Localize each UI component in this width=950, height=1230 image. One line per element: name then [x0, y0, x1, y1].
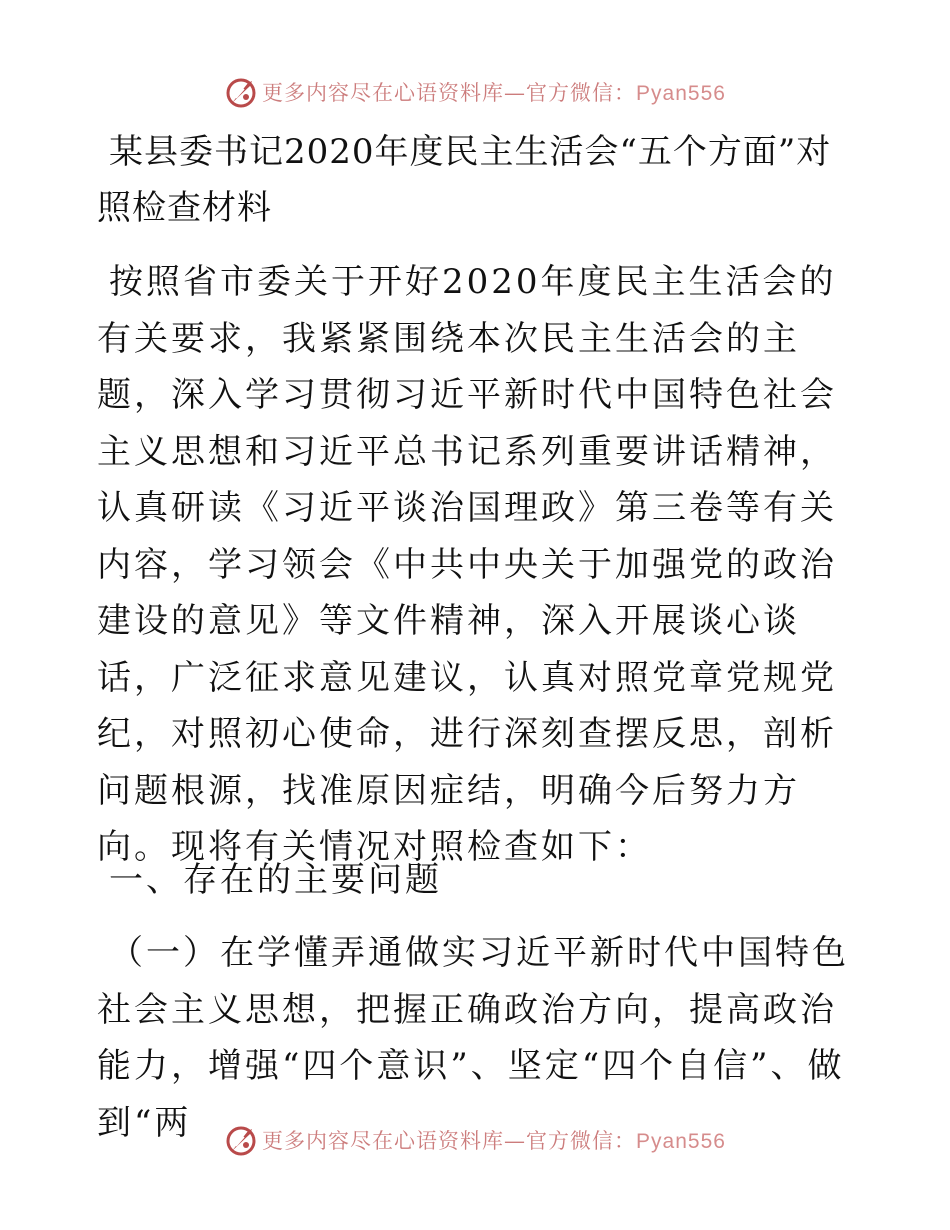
footer-watermark	[0, 1120, 950, 1160]
watermark-text: 更多内容尽在心语资料库—官方微信：Pyan556	[262, 81, 726, 105]
feather-pen-seal-icon	[224, 1123, 258, 1157]
section-heading: 一、存在的主要问题	[109, 860, 442, 900]
header-watermark	[0, 72, 950, 112]
watermark-text: 更多内容尽在心语资料库—官方微信：Pyan556	[262, 1129, 726, 1153]
document-title: 某县委书记2020年度民主生活会“五个方面”对照检查材料	[97, 132, 832, 228]
section-paragraph: （一）在学懂弄通做实习近平新时代中国特色社会主义思想，把握正确政治方向，提高政治能力，增强“四个意识”、坚定“四个自信”、做到“两	[97, 933, 849, 1143]
intro-paragraph: 按照省市委关于开好2020年度民主生活会的有关要求，我紧紧围绕本次民主生活会的主题，深入学习贯彻习近平新时代中国特色社会主义思想和习近平总书记系列重要讲话精神，认真研读《习近平谈治国理政》第三卷等有关内容，学习领会《中共中央关于加强党的政治建设的意见》等文件精神，深入开展谈心谈话，广泛征求意见建议，认真对照党章党规党纪，对照初心使命，进行深刻查摆反思，剖析问题根源，找准原因症结，明确今后努力方向。现将有关情况对照检查如下：	[97, 262, 837, 867]
feather-pen-seal-icon	[224, 75, 258, 109]
